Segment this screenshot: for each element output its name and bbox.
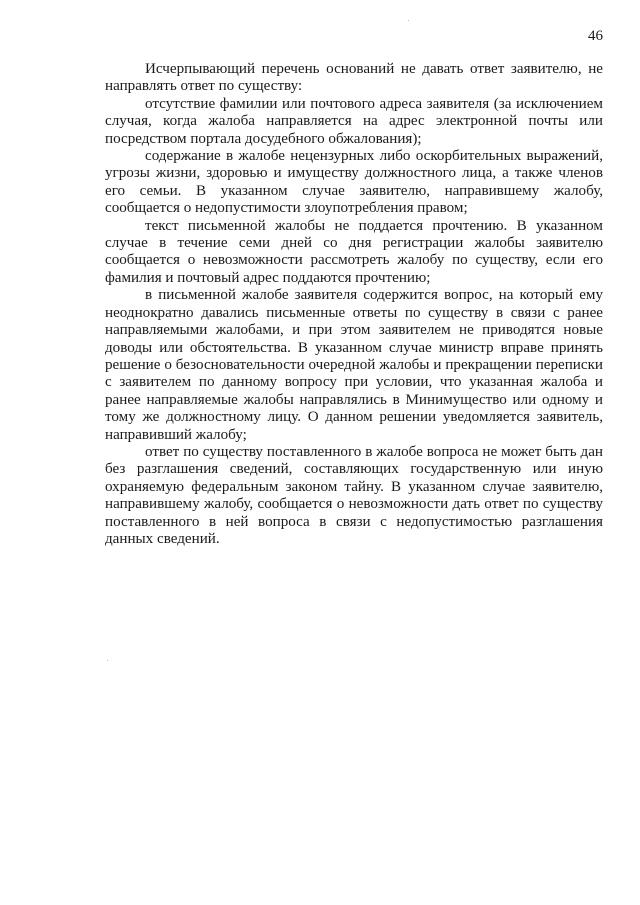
paragraph-ground-repeated: в письменной жалобе заявителя содержится вопрос, на который ему неоднократно давались письменные ответы по существу в связи с ранее направляемыми жалобами, и при этом заявителем не приводятся новые доводы или обстоятельства. В указанном случае министр вправе принять решение о безосновательности очередной жалобы и прекращении переписки с заявителем по данному вопросу при условии, что указанная жалоба и ранее направляемые жалобы направлялись в Минимущество или одному и тому же должностному лицу. О данном решении уведомляется заявитель, направивший жалобу; — [105, 287, 603, 443]
paragraph-ground-no-address: отсутствие фамилии или почтового адреса заявителя (за исключением случая, когда жалоба направляется на адрес электронной почты или посредством портала досудебного обжалования); — [105, 95, 603, 147]
page-number: 46 — [588, 28, 603, 44]
paragraph-ground-secret: ответ по существу поставленного в жалобе вопроса не может быть дан без разглашения сведений, составляющих государственную или иную охраняемую федеральным законом тайну. В указанном случае заявителю, направившему жалобу, сообщается о невозможности дать ответ по существу поставленного в ней вопроса в связи с недопустимостью разглашения данных сведений. — [105, 443, 603, 547]
document-body — [105, 61, 603, 548]
scan-speck — [107, 660, 108, 661]
paragraph-ground-unreadable: текст письменной жалобы не поддается прочтению. В указанном случае в течение семи дней со дня регистрации жалобы заявителю сообщается о невозможности рассмотреть жалобу по существу, если его фамилия и почтовый адрес поддаются прочтению; — [105, 217, 603, 286]
paragraph-ground-offensive: содержание в жалобе нецензурных либо оскорбительных выражений, угрозы жизни, здоровью и имуществу должностного лица, а также членов его семьи. В указанном случае заявителю, направившему жалобу, сообщается о недопустимости злоупотребления правом; — [105, 148, 603, 217]
scan-speck — [408, 20, 409, 21]
paragraph-intro: Исчерпывающий перечень оснований не давать ответ заявителю, не направлять ответ по существу: — [105, 61, 603, 95]
